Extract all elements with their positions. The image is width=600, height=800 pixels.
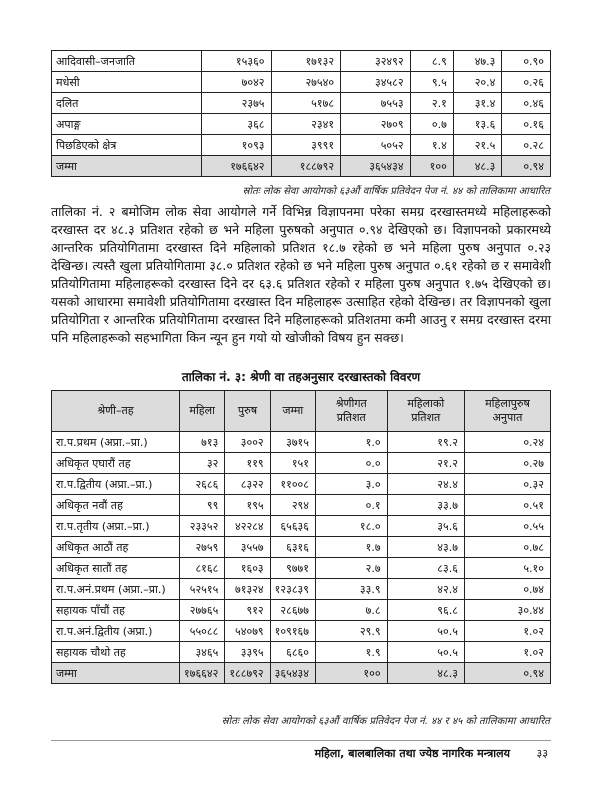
cell-value: ०.७८ bbox=[464, 537, 550, 558]
table-row bbox=[52, 135, 551, 156]
cell-value: ०.९० bbox=[502, 51, 551, 72]
cell-value: १.० bbox=[315, 432, 387, 453]
cell-value: ८.९ bbox=[410, 51, 453, 72]
cell-value: १८.० bbox=[315, 516, 387, 537]
cell-value: १६०३ bbox=[225, 558, 270, 579]
cell-value: ८३२२ bbox=[225, 474, 270, 495]
table-row bbox=[52, 579, 551, 600]
cell-value: १८८७९२ bbox=[225, 663, 270, 684]
cell-value: ३७१५ bbox=[270, 432, 315, 453]
cell-value: २९.९ bbox=[315, 621, 387, 642]
cell-value: ७५५३ bbox=[341, 93, 411, 114]
cell-value: १.०२ bbox=[464, 621, 550, 642]
cell-value: २७५४० bbox=[271, 72, 341, 93]
table-row bbox=[52, 114, 551, 135]
table-row bbox=[52, 642, 551, 663]
table-row bbox=[52, 516, 551, 537]
table2-source: स्रोतः लोक सेवा आयोगको ६३औं वार्षिक प्रतिवेदन पेज नं. ४४ र ४५ को तालिकामा आधारित bbox=[221, 716, 550, 727]
row-label: रा.प.द्वितीय (अप्रा.–प्रा.) bbox=[52, 474, 180, 495]
cell-value: ०.५५ bbox=[464, 516, 550, 537]
cell-value: ३५.६ bbox=[387, 516, 464, 537]
column-header: पुरुष bbox=[225, 391, 270, 432]
cell-value: १७६६४२ bbox=[180, 663, 225, 684]
cell-value: २१.२ bbox=[387, 453, 464, 474]
cell-value: ३६५४३४ bbox=[270, 663, 315, 684]
cell-value: ०.० bbox=[315, 453, 387, 474]
cell-value: ८१६८ bbox=[180, 558, 225, 579]
table-row bbox=[52, 93, 551, 114]
cell-value: ३२४९२ bbox=[341, 51, 411, 72]
cell-value: २७०९ bbox=[341, 114, 411, 135]
column-header: महिला bbox=[180, 391, 225, 432]
row-label: रा.प.तृतीय (अप्रा.–प्रा.) bbox=[52, 516, 180, 537]
cell-value: ०.९४ bbox=[464, 663, 550, 684]
cell-value: ०.४६ bbox=[502, 93, 551, 114]
cell-value: १५३६० bbox=[202, 51, 272, 72]
page-number: ३३ bbox=[536, 747, 548, 760]
row-label: रा.प.अनं.प्रथम (अप्रा.–प्रा.) bbox=[52, 579, 180, 600]
cell-value: ७.८ bbox=[315, 600, 387, 621]
row-label: अधिकृत एघारौं तह bbox=[52, 453, 180, 474]
total-row bbox=[52, 663, 551, 684]
table-row bbox=[52, 474, 551, 495]
cell-value: ७१३२४ bbox=[225, 579, 270, 600]
column-header: श्रेणीगत प्रतिशत bbox=[315, 391, 387, 432]
row-label: अधिकृत सातौं तह bbox=[52, 558, 180, 579]
cell-value: २९४ bbox=[270, 495, 315, 516]
cell-value: ७१३ bbox=[180, 432, 225, 453]
table1-source: स्रोतः लोक सेवा आयोगको ६३औं वार्षिक प्रतिवेदन पेज नं. ४४ को तालिकामा आधारित bbox=[242, 186, 550, 197]
column-header: महिलापुरुष अनुपात bbox=[464, 391, 550, 432]
cell-value: ५५०८८ bbox=[180, 621, 225, 642]
cell-value: १९.२ bbox=[387, 432, 464, 453]
row-label: आदिवासी–जनजाति bbox=[52, 51, 202, 72]
table-row bbox=[52, 51, 551, 72]
cell-value: १७१३२ bbox=[271, 51, 341, 72]
cell-value: ९७७१ bbox=[270, 558, 315, 579]
cell-value: २३४१ bbox=[271, 114, 341, 135]
cell-value: २४.४ bbox=[387, 474, 464, 495]
cell-value: ५०.५ bbox=[387, 642, 464, 663]
row-label: सहायक चौथो तह bbox=[52, 642, 180, 663]
cell-value: २०.४ bbox=[453, 72, 502, 93]
cell-value: ५४०७९ bbox=[225, 621, 270, 642]
cell-value: ४२२८४ bbox=[225, 516, 270, 537]
row-label: अधिकृत आठौं तह bbox=[52, 537, 180, 558]
cell-value: १०९१६७ bbox=[270, 621, 315, 642]
cell-value: १.७ bbox=[315, 537, 387, 558]
cell-value: ०.१ bbox=[315, 495, 387, 516]
cell-value: ३२ bbox=[180, 453, 225, 474]
cell-value: ४८.३ bbox=[453, 156, 502, 177]
row-label: सहायक पाँचौं तह bbox=[52, 600, 180, 621]
cell-value: ९९ bbox=[180, 495, 225, 516]
cell-value: ७०४२ bbox=[202, 72, 272, 93]
cell-value: १५१ bbox=[270, 453, 315, 474]
cell-value: ९.५ bbox=[410, 72, 453, 93]
cell-value: ५.१० bbox=[464, 558, 550, 579]
row-label: दलित bbox=[52, 93, 202, 114]
cell-value: १०० bbox=[315, 663, 387, 684]
cell-value: ९६.८ bbox=[387, 600, 464, 621]
cell-value: ४३.७ bbox=[387, 537, 464, 558]
cell-value: ३४५८२ bbox=[341, 72, 411, 93]
cell-value: १९५ bbox=[225, 495, 270, 516]
cell-value: ६५६३६ bbox=[270, 516, 315, 537]
cell-value: ६८६० bbox=[270, 642, 315, 663]
cell-value: ४८.३ bbox=[387, 663, 464, 684]
table2-title: तालिका नं. ३: श्रेणी वा तहअनुसार दरखास्तको विवरण bbox=[181, 370, 421, 384]
cell-value: ३००२ bbox=[225, 432, 270, 453]
cell-value: ३३.७ bbox=[387, 495, 464, 516]
table-row bbox=[52, 72, 551, 93]
cell-value: २६८६ bbox=[180, 474, 225, 495]
cell-value: १२३८३९ bbox=[270, 579, 315, 600]
cell-value: ४७.३ bbox=[453, 51, 502, 72]
cell-value: ०.२८ bbox=[502, 135, 551, 156]
row-label: पिछडिएको क्षेत्र bbox=[52, 135, 202, 156]
cell-value: २.१ bbox=[410, 93, 453, 114]
cell-value: २१.५ bbox=[453, 135, 502, 156]
cell-value: २७७६५ bbox=[180, 600, 225, 621]
row-label: मधेसी bbox=[52, 72, 202, 93]
cell-value: ३३९५ bbox=[225, 642, 270, 663]
cell-value: ०.७ bbox=[410, 114, 453, 135]
row-label: अधिकृत नवौं तह bbox=[52, 495, 180, 516]
column-header: महिलाको प्रतिशत bbox=[387, 391, 464, 432]
table-row bbox=[52, 432, 551, 453]
cell-value: ३४६५ bbox=[180, 642, 225, 663]
table-row bbox=[52, 537, 551, 558]
table-row bbox=[52, 453, 551, 474]
cell-value: ३०.४४ bbox=[464, 600, 550, 621]
total-row bbox=[52, 156, 551, 177]
cell-value: १७६६४२ bbox=[202, 156, 272, 177]
cell-value: ५०.५ bbox=[387, 621, 464, 642]
cell-value: ०.५१ bbox=[464, 495, 550, 516]
cell-value: ०.२६ bbox=[502, 72, 551, 93]
body-paragraph: तालिका नं. २ बमोजिम लोक सेवा आयोगले गर्ने विभिन्न विज्ञापनमा परेका समग्र दरखास्तमध्ये महिलाहरूको दरखास्त दर ४८.३ प्रतिशत रहेको छ भने महिला पुरुषको अनुपात ०.९४ देखिएको छ। विज्ञापनको प्रकारमध्ये आन्तरिक प्रतियोगितामा दरखास्त दिने महिलाको प्रतिशत १८.७ रहेको छ भने महिला पुरुष अनुपात ०.२३ देखिन्छ। त्यस्तै खुला प्रतियोगितामा ३८.० प्रतिशत रहेको छ भने महिला पुरुष अनुपात ०.६१ रहेको छ र समावेशी प्रतियोगितामा महिलाहरूको दरखास्त दिने दर ६३.६ प्रतिशत रहेको र महिला पुरुष अनुपात १.७५ देखिएको छ। यसको आधारमा समावेशी प्रतियोगितामा दरखास्त दिन महिलाहरू उत्साहित रहेको देखिन्छ। तर विज्ञापनको खुला प्रतियोगिता र आन्तरिक प्रतियोगितामा दरखास्त दिने महिलाहरूको प्रतिशतमा कमी आउनु र समग्र दरखास्त दरमा पनि महिलाहरूको सहभागिता किन न्यून हुन गयो यो खोजीको विषय हुन सक्छ। bbox=[51, 204, 551, 345]
level-table bbox=[51, 390, 551, 684]
table-row bbox=[52, 558, 551, 579]
cell-value: ०.७४ bbox=[464, 579, 550, 600]
cell-value: २३३५२ bbox=[180, 516, 225, 537]
cell-value: ०.२४ bbox=[464, 432, 550, 453]
cell-value: ८३.६ bbox=[387, 558, 464, 579]
cell-value: ०.९४ bbox=[502, 156, 551, 177]
cell-value: १०० bbox=[410, 156, 453, 177]
cell-value: २३७५ bbox=[202, 93, 272, 114]
cell-value: ९१२ bbox=[225, 600, 270, 621]
row-label: जम्मा bbox=[52, 156, 202, 177]
cell-value: ३३.९ bbox=[315, 579, 387, 600]
cell-value: ५१७८ bbox=[271, 93, 341, 114]
table-row bbox=[52, 495, 551, 516]
row-label: जम्मा bbox=[52, 663, 180, 684]
row-label: रा.प.अनं.द्वितीय (अप्रा.) bbox=[52, 621, 180, 642]
cell-value: ५२५१५ bbox=[180, 579, 225, 600]
cell-value: २७५९ bbox=[180, 537, 225, 558]
column-header: श्रेणी–तह bbox=[52, 391, 180, 432]
cell-value: ०.१६ bbox=[502, 114, 551, 135]
cell-value: ११९ bbox=[225, 453, 270, 474]
category-table bbox=[51, 50, 551, 177]
cell-value: ४२.४ bbox=[387, 579, 464, 600]
cell-value: ५०५२ bbox=[341, 135, 411, 156]
cell-value: ३५५७ bbox=[225, 537, 270, 558]
cell-value: १८८७९२ bbox=[271, 156, 341, 177]
row-label: रा.प.प्रथम (अप्रा.–प्रा.) bbox=[52, 432, 180, 453]
cell-value: १३.६ bbox=[453, 114, 502, 135]
cell-value: १.०२ bbox=[464, 642, 550, 663]
cell-value: ०.३२ bbox=[464, 474, 550, 495]
cell-value: ३१.४ bbox=[453, 93, 502, 114]
cell-value: ३९९१ bbox=[271, 135, 341, 156]
table-row bbox=[52, 600, 551, 621]
footer-ministry: महिला, बालबालिका तथा ज्येष्ठ नागरिक मन्त्रालय bbox=[314, 747, 510, 760]
cell-value: ०.२७ bbox=[464, 453, 550, 474]
cell-value: २८६७७ bbox=[270, 600, 315, 621]
footer-divider bbox=[51, 740, 551, 741]
cell-value: ३६५४३४ bbox=[341, 156, 411, 177]
cell-value: ११००८ bbox=[270, 474, 315, 495]
cell-value: ३६८ bbox=[202, 114, 272, 135]
cell-value: १०९३ bbox=[202, 135, 272, 156]
cell-value: २.७ bbox=[315, 558, 387, 579]
column-header: जम्मा bbox=[270, 391, 315, 432]
table-row bbox=[52, 621, 551, 642]
row-label: अपाङ्ग bbox=[52, 114, 202, 135]
cell-value: ३.० bbox=[315, 474, 387, 495]
cell-value: १.९ bbox=[315, 642, 387, 663]
cell-value: ६३१६ bbox=[270, 537, 315, 558]
cell-value: १.४ bbox=[410, 135, 453, 156]
